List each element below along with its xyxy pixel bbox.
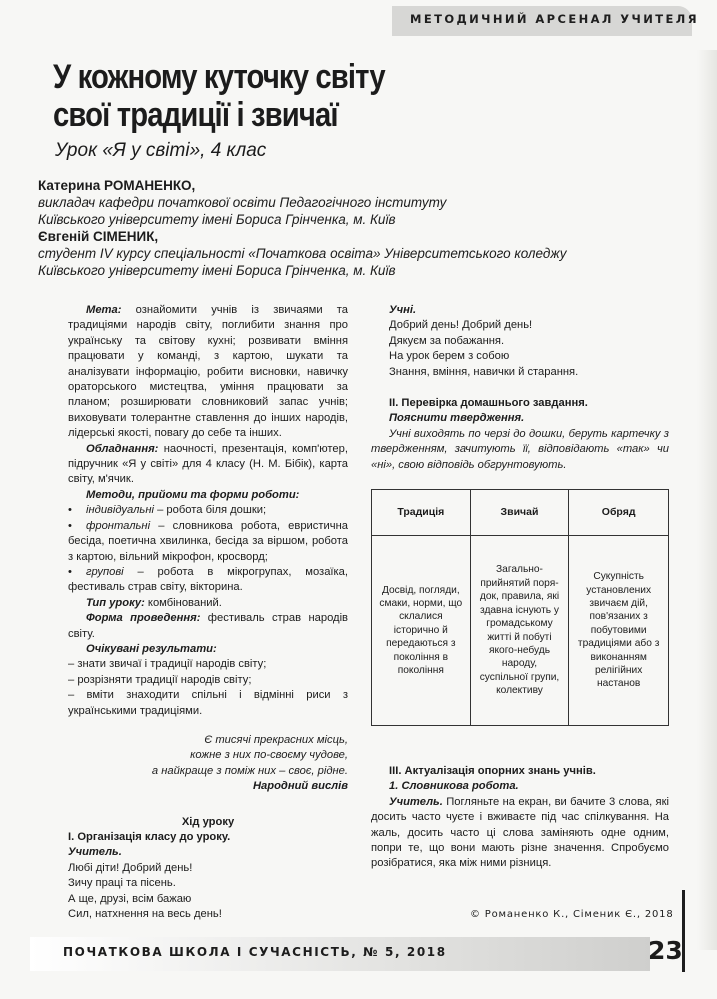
table-cell-custom: Загально-прийнятий поря-док, правила, які здавна існують у громадському житті й побуті якого-небудь народу, суспільної групи, колективу	[471, 536, 570, 725]
section-3-heading: III. Актуалізація опорних знань учнів.	[389, 765, 596, 777]
table-cell-rite: Сукупність установлених звичаєм дій, пов'язаних з побутовими традиціями або з виконанням релігійних настанов	[577, 571, 660, 690]
teacher-paragraph	[371, 795, 669, 872]
bullet-3-text: – робота в мікрогрупах, мозаїка, фестиваль страв світу, вікторина.	[68, 565, 348, 594]
goal-label: Мета:	[86, 304, 122, 316]
bullet-1-label: індивідуальні	[86, 504, 154, 517]
table-header-custom: Звичай	[471, 490, 570, 536]
teacher-label-right: Учитель.	[389, 795, 443, 808]
equipment-label: Обладнання:	[86, 442, 159, 455]
pupils-label: Учні.	[389, 304, 417, 316]
journal-title: ПОЧАТКОВА ШКОЛА І СУЧАСНІСТЬ, № 5, 2018	[63, 945, 447, 959]
methods-label: Методи, прийоми та форми роботи:	[86, 488, 300, 501]
author-1-name: Катерина РОМАНЕНКО,	[38, 178, 196, 193]
pupil-line-4: Знання, вміння, навички й старання.	[389, 365, 579, 378]
result-item-1: – знати звичаї і традиції народів світу;	[68, 658, 267, 671]
pupil-line-2: Дякуєм за побажання.	[389, 334, 505, 347]
author-1	[38, 177, 446, 228]
title-line-1: У кожному куточку світу	[53, 58, 385, 96]
goal-paragraph	[68, 303, 348, 442]
author-2	[38, 228, 567, 279]
article-subtitle: Урок «Я у світі», 4 клас	[55, 140, 267, 161]
author-2-name: Євгеній СІМЕНИК,	[38, 229, 159, 244]
result-item-3: – вміти знаходити спільні і відмінні риси з українськими традиціями.	[68, 689, 348, 717]
methods-bullet-3: • групові – робота в мікрогрупах, мозаїка, фестиваль страв світу, вікторина.	[68, 565, 348, 594]
bullet-1-text: – робота біля дошки;	[153, 504, 267, 517]
poem-line-3: А ще, друзі, всім бажаю	[68, 892, 192, 905]
bullet-2-label: фронтальні	[86, 519, 151, 532]
epigraph-line-1: Є тисячі прекрасних місць,	[204, 733, 348, 746]
teacher-text: Погляньте на екран, ви бачите 3 слова, які досить часто чуєте і вживаєте під час спілкування. На жаль, досить часто ці слова заміняють одне одним, попри те, що вони мають різне значення. Спробуємо розібратися, яка між ними різниця.	[371, 795, 669, 870]
epigraph-line-3: а найкраще з поміж них – своє, рідне.	[151, 764, 348, 777]
bullet-3-label: групові	[86, 565, 124, 578]
section-2-heading: II. Перевірка домашнього завдання.	[389, 397, 588, 410]
section-header: МЕТОДИЧНИЙ АРСЕНАЛ УЧИТЕЛЯ	[410, 12, 699, 26]
author-1-affiliation-2: Київського університету імені Бориса Грінченка, м. Київ	[38, 212, 396, 227]
table-cell-tradition: Досвід, погляди, смаки, норми, що склалися історично й передаються з покоління в покоління	[372, 536, 471, 725]
epigraph-line-2: кожне з них по-своєму чудове,	[190, 749, 348, 762]
table-header-rite: Обряд	[569, 490, 668, 536]
explain-text: Учні виходять по черзі до дошки, беруть картечку з твердженням, зачитують її, відповідають «так» чи «ні», свою відповідь обгрунтовують.	[371, 427, 669, 471]
results-label: Очікувані результати:	[86, 642, 217, 655]
lesson-form	[68, 611, 348, 642]
copyright: © Романенко К., Сіменик Є., 2018	[470, 909, 674, 920]
vocab-heading: 1. Словникова робота.	[389, 780, 519, 793]
author-2-affiliation-1: студент IV курсу спеціальності «Початкова освіта» Університетського коледжу	[38, 246, 567, 261]
equipment-text: наочності, презентація, комп'ютер, підручник «Я у світі» для 4 класу (Н. М. Бібік), карта світу, м'ячик.	[68, 442, 348, 486]
epigraph-source: Народний вислів	[252, 780, 348, 793]
methods-bullet-2: • фронтальні – словникова робота, евристична бесіда, поетична хвилинка, бесіда за віршом, робота з картою, вільний мікрофон, кросворд;	[68, 519, 348, 563]
left-column	[68, 303, 348, 922]
poem-line-4: Сил, натхнення на весь день!	[68, 908, 222, 921]
lesson-type-label: Тип уроку:	[86, 596, 145, 609]
author-2-affiliation-2: Київського університету імені Бориса Грінченка, м. Київ	[38, 263, 396, 278]
poem-line-1: Любі діти! Добрий день!	[68, 861, 193, 874]
poem-line-2: Зичу праці та пісень.	[68, 877, 176, 890]
pupil-line-1: Добрий день! Добрий день!	[389, 319, 533, 332]
page-edge-shadow	[697, 50, 717, 950]
right-column-bottom	[371, 764, 669, 872]
pupil-line-3: На урок берем з собою	[389, 350, 510, 363]
definitions-table	[371, 489, 669, 726]
methods-bullet-1: • індивідуальні – робота біля дошки;	[68, 504, 267, 517]
result-item-2: – розрізняти традиції народів світу;	[68, 673, 252, 686]
table-header-tradition: Традиція	[372, 490, 471, 536]
lesson-course-title: Хід уроку	[181, 815, 235, 828]
explain-heading: Пояснити твердження.	[389, 412, 525, 425]
teacher-label: Учитель.	[68, 846, 122, 859]
equipment-paragraph	[68, 442, 348, 488]
epigraph	[68, 733, 348, 795]
title-line-2: свої традиції і звичаї	[53, 96, 338, 134]
lesson-type	[68, 596, 348, 611]
right-column	[371, 303, 669, 473]
bullet-2-text: – словникова робота, евристична бесіда, поетична хвилинка, бесіда за віршом, робота з картою, вільний мікрофон, кросворд;	[68, 519, 348, 563]
lesson-form-label: Форма проведення:	[86, 612, 201, 625]
lesson-form-text: фестиваль страв народів світу.	[68, 612, 348, 640]
lesson-type-text: комбінований.	[144, 596, 222, 609]
section-1-heading: I. Організація класу до уроку.	[68, 831, 231, 843]
author-1-affiliation-1: викладач кафедри початкової освіти Педагогічного інституту	[38, 195, 447, 210]
page-number: 23	[648, 936, 683, 965]
goal-text: ознайомити учнів із звичаями та традиціями народів світу, поглибити знання про українську та світову кухні; розвивати вміння працювати у команді, з картою, шукати та аналізувати інформацію, робити висновки, навичку ораторського мистецтва, уміння працювати за планом; розширювати словниковий запас учнів; виховувати толерантне ставлення до інших народів, лідерські якості, повагу до себе та інших.	[68, 304, 348, 440]
article-title	[53, 58, 385, 134]
